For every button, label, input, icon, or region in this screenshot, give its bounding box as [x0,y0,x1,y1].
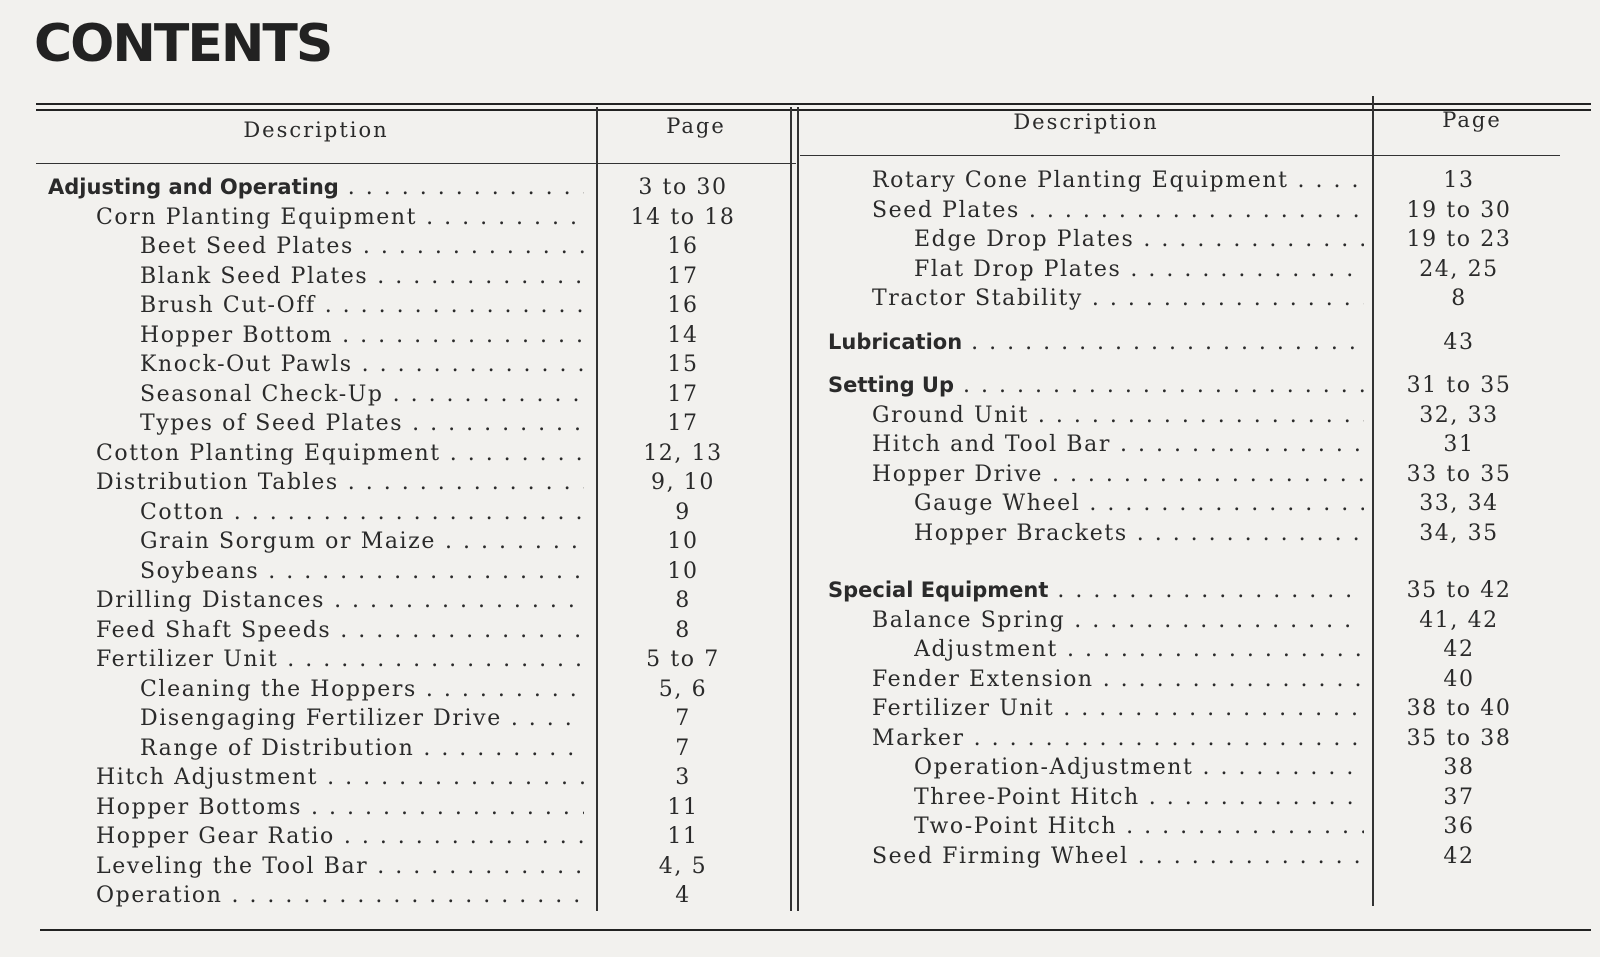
left-contents-column [0,173,796,911]
toc-entry-page: 35 to 42 [1406,578,1512,603]
section-spacer [800,548,1590,562]
toc-entry-hopper-bottoms [0,793,796,823]
toc-entry-label: Types of Seed Plates . . . [140,409,584,439]
toc-entry-distribution-tables [0,468,796,498]
toc-entry-hopper-gear-ratio [0,822,796,852]
toc-entry-page: 42 [1443,637,1475,662]
toc-entry-three-point-hitch [800,783,1590,813]
toc-entry-label: Special Equipment . . . [828,576,1364,606]
toc-entry-label: Seed Firming Wheel . . . [872,842,1364,872]
toc-entry-page: 7 [675,706,691,731]
toc-entry-label: Knock-Out Pawls . . . [140,350,584,380]
toc-entry-types-of-seed-plates [0,409,796,439]
toc-entry-label: Blank Seed Plates . . . [140,262,584,292]
toc-entry-ground-unit [800,401,1590,431]
toc-entry-label: Hopper Drive . . . [872,460,1364,490]
toc-entry-page: 33 to 35 [1406,461,1512,487]
toc-entry-page: 19 to 23 [1406,227,1512,252]
toc-entry-grain-sorgum-or-maize [0,527,796,557]
toc-entry-page: 35 to 38 [1406,725,1512,751]
toc-entry-two-point-hitch [800,812,1590,842]
toc-entry-page: 40 [1443,666,1475,692]
toc-entry-fertilizer-unit [800,694,1590,724]
right-contents-column [800,166,1590,871]
toc-entry-page: 31 [1443,432,1475,457]
toc-entry-operation [0,881,796,911]
toc-entry-page: 8 [675,617,691,643]
toc-entry-corn-planting-equipment [0,203,796,233]
toc-entry-adjustment [800,635,1590,665]
toc-entry-label: Rotary Cone Planting Equipment . . . [872,166,1364,196]
toc-entry-drilling-distances [0,586,796,616]
page-title: CONTENTS [34,14,332,74]
toc-entry-disengaging-fertilizer-drive [0,704,796,734]
toc-entry-range-of-distribution [0,734,796,764]
toc-entry-label: Flat Drop Plates . . . [914,255,1364,285]
toc-entry-feed-shaft-speeds [0,616,796,646]
right-header-rule [800,155,1560,156]
toc-entry-label: Feed Shaft Speeds . . . [96,616,584,646]
toc-entry-beet-seed-plates [0,232,796,262]
toc-entry-label: Leveling the Tool Bar . . . [96,852,584,882]
left-description-header: Description [243,118,389,142]
toc-entry-seasonal-check-up [0,380,796,410]
toc-entry-page: 38 to 40 [1406,696,1512,721]
toc-entry-label: Adjusting and Operating . . . [48,173,584,203]
toc-entry-page: 3 [675,765,691,790]
toc-entry-label: Hopper Bottoms . . . [96,793,584,823]
toc-entry-page: 11 [667,824,699,849]
toc-entry-page: 33, 34 [1419,491,1499,516]
toc-entry-cotton-planting-equipment [0,439,796,469]
toc-entry-page: 4 [675,883,691,908]
toc-entry-page: 14 to 18 [630,204,736,230]
toc-entry-adjusting-and-operating [0,173,796,203]
toc-entry-page: 31 to 35 [1406,373,1512,398]
toc-entry-label: Edge Drop Plates . . . [914,225,1364,255]
center-divider-b [797,107,799,911]
toc-entry-label: Grain Sorgum or Maize . . . [140,527,584,557]
toc-entry-label: Adjustment . . . [914,635,1364,665]
toc-entry-label: Three-Point Hitch . . . [914,783,1364,813]
toc-entry-label: Fertilizer Unit . . . [872,694,1364,724]
bottom-rule [40,929,1591,931]
toc-entry-setting-up [800,371,1590,401]
toc-entry-tractor-stability [800,284,1590,314]
toc-entry-label: Drilling Distances . . . [96,586,584,616]
toc-entry-page: 5 to 7 [646,647,720,672]
toc-entry-label: Setting Up . . . [828,371,1364,401]
toc-entry-lubrication [800,328,1590,358]
toc-entry-label: Balance Spring . . . [872,606,1364,636]
toc-entry-label: Fertilizer Unit . . . [96,645,584,675]
section-spacer [800,562,1590,576]
toc-entry-label: Distribution Tables . . . [96,468,584,498]
toc-entry-flat-drop-plates [800,255,1590,285]
toc-entry-page: 8 [1451,286,1467,311]
toc-entry-leveling-the-tool-bar [0,852,796,882]
toc-entry-rotary-cone-planting-equipment [800,166,1590,196]
toc-entry-page: 32, 33 [1419,402,1499,428]
toc-entry-label: Corn Planting Equipment . . . [96,203,584,233]
toc-entry-label: Range of Distribution . . . [140,734,584,764]
toc-entry-page: 17 [667,381,699,407]
toc-entry-page: 36 [1443,814,1475,839]
toc-entry-page: 7 [675,735,691,761]
toc-entry-seed-plates [800,196,1590,226]
toc-entry-fender-extension [800,665,1590,695]
toc-entry-hitch-and-tool-bar [800,430,1590,460]
toc-entry-brush-cut-off [0,291,796,321]
toc-entry-cotton [0,498,796,528]
toc-entry-balance-spring [800,606,1590,636]
toc-entry-label: Ground Unit . . . [872,401,1364,431]
toc-entry-label: Brush Cut-Off . . . [140,291,584,321]
toc-entry-page: 3 to 30 [638,175,728,200]
toc-entry-page: 9 [675,499,691,525]
toc-entry-page: 42 [1443,843,1475,869]
toc-entry-fertilizer-unit [0,645,796,675]
right-description-header: Description [1013,110,1159,134]
toc-entry-page: 5, 6 [658,676,708,702]
toc-entry-page: 15 [667,352,699,377]
toc-entry-label: Seed Plates . . . [872,196,1364,226]
toc-entry-operation-adjustment [800,753,1590,783]
toc-entry-page: 41, 42 [1419,607,1499,633]
toc-entry-label: Two-Point Hitch . . . [914,812,1364,842]
toc-entry-page: 38 [1443,755,1475,780]
toc-entry-hitch-adjustment [0,763,796,793]
toc-entry-special-equipment [800,576,1590,606]
toc-entry-hopper-brackets [800,519,1590,549]
toc-entry-label: Cotton . . . [140,498,584,528]
toc-entry-label: Soybeans . . . [140,557,584,587]
toc-entry-label: Tractor Stability . . . [872,284,1364,314]
toc-entry-hopper-drive [800,460,1590,490]
toc-entry-label: Cotton Planting Equipment . . . [96,439,584,469]
toc-entry-blank-seed-plates [0,262,796,292]
toc-entry-hopper-bottom [0,321,796,351]
toc-entry-page: 16 [667,293,699,318]
toc-entry-page: 8 [675,588,691,613]
toc-entry-page: 12, 13 [643,440,723,466]
toc-entry-cleaning-the-hoppers [0,675,796,705]
left-header-rule [36,163,796,164]
toc-entry-page: 16 [667,234,699,259]
toc-entry-label: Hopper Bottom . . . [140,321,584,351]
toc-entry-page: 19 to 30 [1406,197,1512,223]
toc-entry-page: 37 [1443,784,1475,810]
toc-entry-soybeans [0,557,796,587]
left-page-header: Page [666,114,726,138]
toc-entry-page: 9, 10 [651,470,715,495]
toc-entry-label: Disengaging Fertilizer Drive . . . [140,704,584,734]
toc-entry-label: Hopper Brackets . . . [914,519,1364,549]
toc-entry-marker [800,724,1590,754]
toc-entry-label: Beet Seed Plates . . . [140,232,584,262]
section-spacer [800,357,1590,371]
toc-entry-page: 10 [667,529,699,554]
toc-entry-label: Hitch Adjustment . . . [96,763,584,793]
toc-entry-page: 11 [667,794,699,820]
toc-entry-label: Lubrication . . . [828,328,1364,358]
toc-entry-page: 4, 5 [658,853,708,879]
toc-entry-page: 24, 25 [1419,256,1499,282]
toc-entry-label: Fender Extension . . . [872,665,1364,695]
toc-entry-page: 17 [667,411,699,436]
toc-entry-seed-firming-wheel [800,842,1590,872]
toc-entry-page: 34, 35 [1419,520,1499,546]
right-page-header: Page [1442,108,1502,132]
toc-entry-edge-drop-plates [800,225,1590,255]
toc-entry-page: 10 [667,558,699,584]
toc-entry-label: Operation-Adjustment . . . [914,753,1364,783]
toc-entry-label: Seasonal Check-Up . . . [140,380,584,410]
toc-entry-label: Cleaning the Hoppers . . . [140,675,584,705]
toc-entry-knock-out-pawls [0,350,796,380]
toc-entry-label: Hopper Gear Ratio . . . [96,822,584,852]
toc-entry-page: 43 [1443,329,1475,355]
toc-entry-label: Gauge Wheel . . . [914,489,1364,519]
toc-entry-label: Marker . . . [872,724,1364,754]
toc-entry-page: 13 [1443,168,1475,193]
toc-entry-page: 17 [667,263,699,289]
toc-entry-label: Hitch and Tool Bar . . . [872,430,1364,460]
section-spacer [800,314,1590,328]
toc-entry-gauge-wheel [800,489,1590,519]
toc-entry-label: Operation . . . [96,881,584,911]
toc-entry-page: 14 [667,322,699,348]
